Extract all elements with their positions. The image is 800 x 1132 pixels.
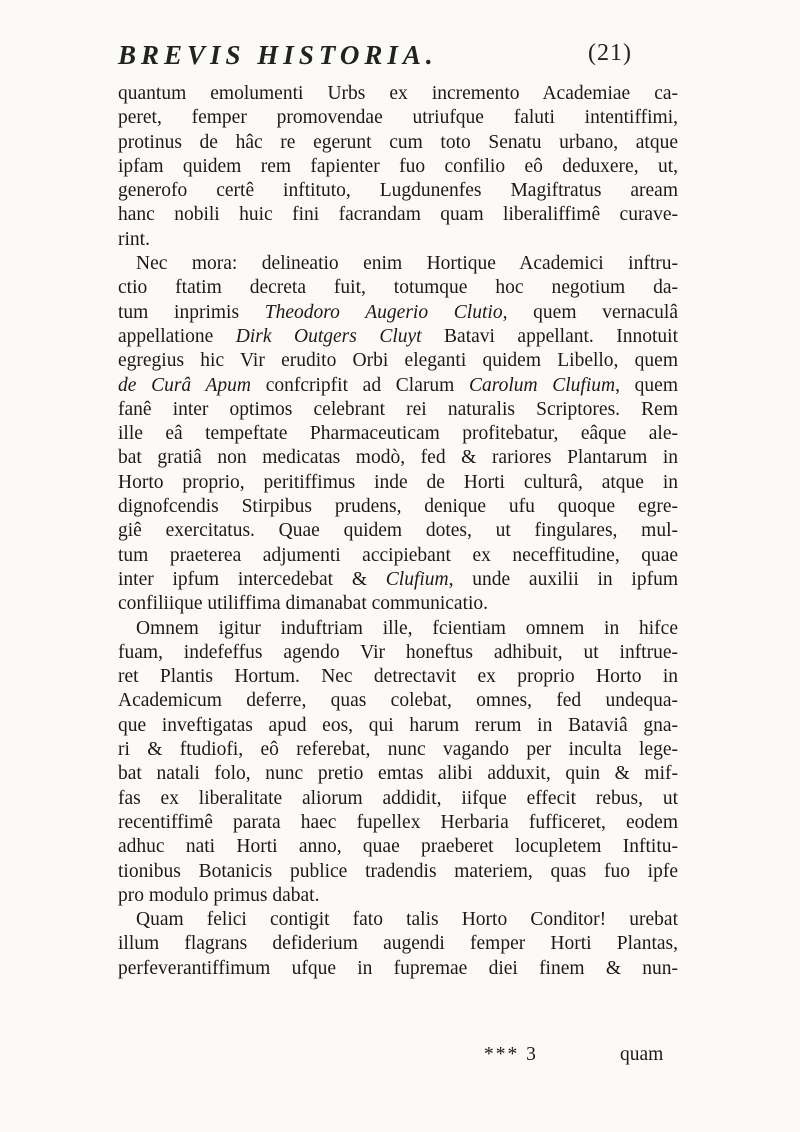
text-line: tum praeterea adjumenti accipiebant ex neceffitudine, quae <box>118 544 678 566</box>
text-line: appellatione Dirk Outgers Cluyt Batavi appellant. Innotuit <box>118 325 678 347</box>
text-line: bat natali folo, nunc pretio emtas alibi adduxit, quin & mif- <box>118 763 678 785</box>
text-line: ret Plantis Hortum. Nec detrectavit ex proprio Horto in <box>118 666 678 688</box>
text-line: fanê inter optimos celebrant rei naturalis Scriptores. Rem <box>118 398 678 420</box>
catchword: quam <box>620 1044 664 1065</box>
name-italic: Carolum Clufium <box>468 374 616 396</box>
text-line: fuam, indefeffus agendo Vir honeftus adhibuit, ut inftrue- <box>118 641 678 663</box>
text-line: protinus de hâc re egerunt cum toto Senatu urbano, atque <box>118 131 678 153</box>
page-number: (21) <box>588 40 632 66</box>
book-title-italic: de Curâ Apum <box>118 374 252 396</box>
text-line: giê exercitatus. Quae quidem dotes, ut fingulares, mul- <box>118 520 678 542</box>
paragraph-start: Nec mora: delineatio enim Hortique Academici inftru- <box>136 253 678 275</box>
text-line: adhuc nati Horti anno, quae praeberet locupletem Inftitu- <box>118 836 678 858</box>
text-line: illum flagrans defiderium augendi femper Horti Plantas, <box>118 933 678 955</box>
text-line: ri & ftudiofi, eô referebat, nunc vagando per inculta lege- <box>118 739 678 761</box>
text-line: inter ipfum intercedebat & Clufium, unde auxilii in ipfum <box>118 568 678 590</box>
text-line: egregius hic Vir erudito Orbi eleganti quidem Libello, quem <box>118 350 678 372</box>
name-italic: Theodoro Augerio Clutio <box>264 301 503 323</box>
text-line: dignofcendis Stirpibus prudens, denique ufu quoque egre- <box>118 496 678 518</box>
text-line: quantum emolumenti Urbs ex incremento Academiae ca- <box>118 83 678 104</box>
text-line: perfeverantiffimum ufque in fupremae diei finem & nun- <box>118 957 678 979</box>
signature-mark: *** 3 <box>484 1044 538 1065</box>
text-line: fas ex liberalitate aliorum addidit, iifque effecit rebus, ut <box>118 787 678 809</box>
text-line: hanc nobili huic fini facrandam quam liberaliffimê curave- <box>118 204 678 226</box>
page-footer <box>0 1044 800 1074</box>
text-line: ille eâ tempeftate Pharmaceuticam profitebatur, eâque ale- <box>118 423 678 445</box>
text-line: recentiffimê parata haec fupellex Herbaria fufficeret, eodem <box>118 811 678 833</box>
text-line: generofo certê inftituto, Lugdunenfes Magiftratus aream <box>118 180 678 202</box>
paragraph-start: Omnem igitur induftriam ille, fcientiam omnem in hifce <box>136 617 678 639</box>
text-line: confiliique utiliffima dimanabat communicatio. <box>118 593 489 615</box>
text-line: Horto proprio, peritiffimus inde de Horti culturâ, atque in <box>118 471 678 493</box>
text-line: que inveftigatas apud eos, qui harum rerum in Bataviâ gna- <box>118 714 678 736</box>
text-line: bat gratiâ non medicatas modò, fed & rariores Plantarum in <box>118 447 678 469</box>
body-text <box>118 82 678 981</box>
text-line: peret, femper promovendae utriufque faluti intentiffimi, <box>118 107 678 129</box>
running-title: BREVIS HISTORIA. <box>118 40 438 70</box>
text-line: tionibus Botanicis publice tradendis materiem, quas fuo ipfe <box>118 860 678 882</box>
text-line: rint. <box>118 228 150 250</box>
text-line: ipfam quidem rem fapienter fuo confilio eô deduxere, ut, <box>118 155 678 177</box>
name-italic: Dirk Outgers Cluyt <box>235 325 422 347</box>
text-line: de Curâ Apum confcripfit ad Clarum Carolum Clufium, quem <box>118 374 678 396</box>
text-line: tum inprimis Theodoro Augerio Clutio, quem vernaculâ <box>118 301 678 323</box>
text-line: ctio ftatim decreta fuit, totumque hoc negotium da- <box>118 277 678 299</box>
running-head <box>118 36 718 80</box>
text-line: pro modulo primus dabat. <box>118 884 320 906</box>
text-line: Academicum deferre, quas colebat, omnes, fed undequa- <box>118 690 678 712</box>
name-italic: Clufium <box>385 568 449 590</box>
paragraph-start: Quam felici contigit fato talis Horto Conditor! urebat <box>136 909 678 931</box>
